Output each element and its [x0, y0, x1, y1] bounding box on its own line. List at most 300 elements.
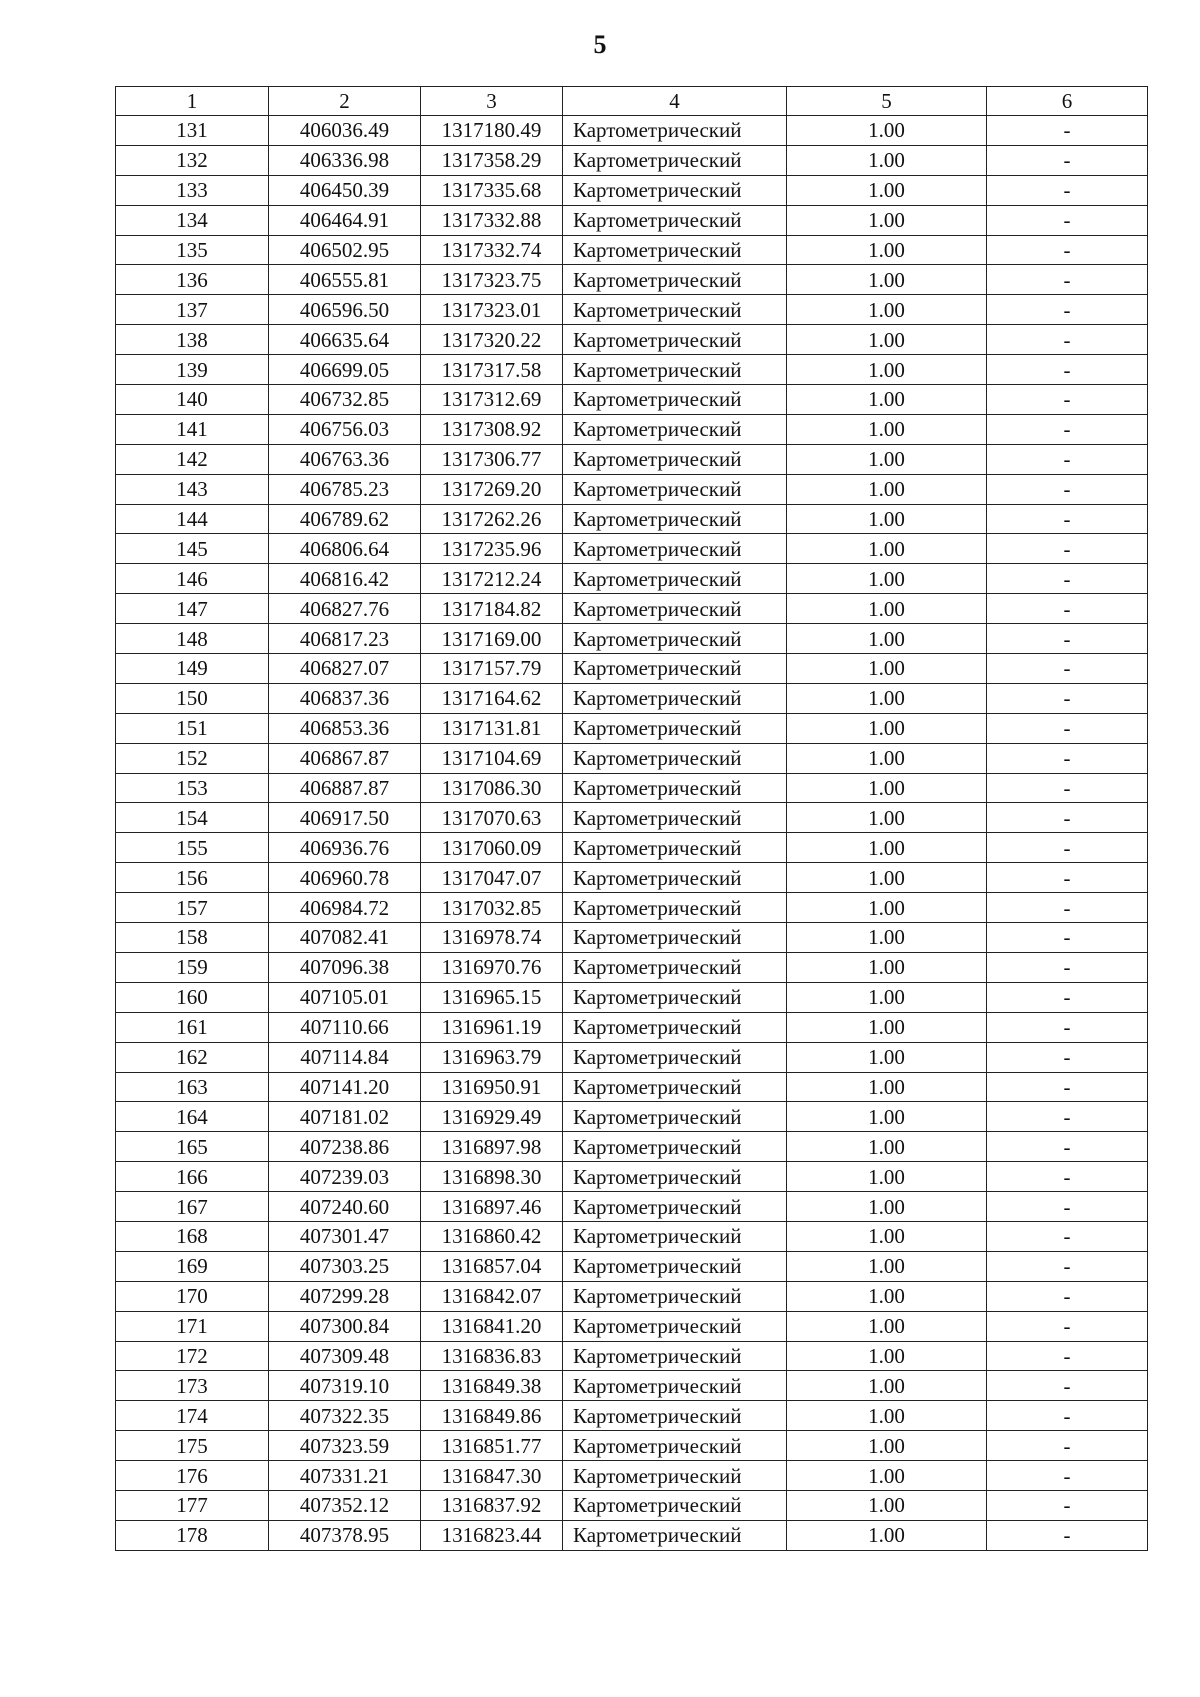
- point-number-cell: 150: [116, 683, 269, 713]
- table-row: [116, 594, 1148, 624]
- y-coordinate-cell: 1317312.69: [421, 385, 563, 415]
- point-number-cell: 157: [116, 893, 269, 923]
- point-number-cell: 163: [116, 1072, 269, 1102]
- point-number-cell: 159: [116, 952, 269, 982]
- note-cell: -: [987, 1072, 1148, 1102]
- method-cell: Картометрический: [563, 534, 787, 564]
- table-row: [116, 624, 1148, 654]
- point-number-cell: 132: [116, 145, 269, 175]
- method-cell: Картометрический: [563, 624, 787, 654]
- table-row: [116, 205, 1148, 235]
- point-number-cell: 172: [116, 1341, 269, 1371]
- table-row: [116, 683, 1148, 713]
- x-coordinate-cell: 407181.02: [269, 1102, 421, 1132]
- method-cell: Картометрический: [563, 504, 787, 534]
- note-cell: -: [987, 355, 1148, 385]
- accuracy-cell: 1.00: [787, 1371, 987, 1401]
- point-number-cell: 155: [116, 833, 269, 863]
- y-coordinate-cell: 1316841.20: [421, 1311, 563, 1341]
- point-number-cell: 175: [116, 1431, 269, 1461]
- y-coordinate-cell: 1317104.69: [421, 743, 563, 773]
- method-cell: Картометрический: [563, 564, 787, 594]
- point-number-cell: 161: [116, 1012, 269, 1042]
- method-cell: Картометрический: [563, 205, 787, 235]
- y-coordinate-cell: 1317308.92: [421, 414, 563, 444]
- method-cell: Картометрический: [563, 1221, 787, 1251]
- note-cell: -: [987, 743, 1148, 773]
- table-row: [116, 1281, 1148, 1311]
- y-coordinate-cell: 1317047.07: [421, 863, 563, 893]
- y-coordinate-cell: 1316929.49: [421, 1102, 563, 1132]
- note-cell: -: [987, 863, 1148, 893]
- accuracy-cell: 1.00: [787, 145, 987, 175]
- x-coordinate-cell: 406960.78: [269, 863, 421, 893]
- x-coordinate-cell: 406785.23: [269, 474, 421, 504]
- table-row: [116, 175, 1148, 205]
- method-cell: Картометрический: [563, 683, 787, 713]
- coordinates-table: [115, 86, 1148, 1551]
- table-row: [116, 1341, 1148, 1371]
- accuracy-cell: 1.00: [787, 683, 987, 713]
- x-coordinate-cell: 407378.95: [269, 1520, 421, 1550]
- y-coordinate-cell: 1316857.04: [421, 1251, 563, 1281]
- accuracy-cell: 1.00: [787, 773, 987, 803]
- accuracy-cell: 1.00: [787, 863, 987, 893]
- table-row: [116, 564, 1148, 594]
- table-row: [116, 1251, 1148, 1281]
- table-row: [116, 1311, 1148, 1341]
- y-coordinate-cell: 1317184.82: [421, 594, 563, 624]
- method-cell: Картометрический: [563, 1520, 787, 1550]
- note-cell: -: [987, 1490, 1148, 1520]
- note-cell: -: [987, 1042, 1148, 1072]
- note-cell: -: [987, 803, 1148, 833]
- note-cell: -: [987, 982, 1148, 1012]
- table-row: [116, 1431, 1148, 1461]
- table-row: [116, 1520, 1148, 1550]
- x-coordinate-cell: 406789.62: [269, 504, 421, 534]
- note-cell: -: [987, 1461, 1148, 1491]
- y-coordinate-cell: 1316823.44: [421, 1520, 563, 1550]
- accuracy-cell: 1.00: [787, 474, 987, 504]
- note-cell: -: [987, 116, 1148, 146]
- method-cell: Картометрический: [563, 325, 787, 355]
- y-coordinate-cell: 1316898.30: [421, 1162, 563, 1192]
- accuracy-cell: 1.00: [787, 265, 987, 295]
- accuracy-cell: 1.00: [787, 1520, 987, 1550]
- point-number-cell: 140: [116, 385, 269, 415]
- y-coordinate-cell: 1317323.01: [421, 295, 563, 325]
- x-coordinate-cell: 407331.21: [269, 1461, 421, 1491]
- point-number-cell: 138: [116, 325, 269, 355]
- point-number-cell: 149: [116, 654, 269, 684]
- x-coordinate-cell: 406936.76: [269, 833, 421, 863]
- accuracy-cell: 1.00: [787, 893, 987, 923]
- column-header-2: 2: [269, 87, 421, 116]
- method-cell: Картометрический: [563, 982, 787, 1012]
- y-coordinate-cell: 1317212.24: [421, 564, 563, 594]
- method-cell: Картометрический: [563, 414, 787, 444]
- point-number-cell: 164: [116, 1102, 269, 1132]
- table-row: [116, 474, 1148, 504]
- table-row: [116, 1012, 1148, 1042]
- accuracy-cell: 1.00: [787, 1162, 987, 1192]
- accuracy-cell: 1.00: [787, 355, 987, 385]
- accuracy-cell: 1.00: [787, 713, 987, 743]
- method-cell: Картометрический: [563, 773, 787, 803]
- x-coordinate-cell: 407303.25: [269, 1251, 421, 1281]
- note-cell: -: [987, 1341, 1148, 1371]
- note-cell: -: [987, 654, 1148, 684]
- y-coordinate-cell: 1316842.07: [421, 1281, 563, 1311]
- method-cell: Картометрический: [563, 1072, 787, 1102]
- note-cell: -: [987, 205, 1148, 235]
- table-row: [116, 1401, 1148, 1431]
- y-coordinate-cell: 1317086.30: [421, 773, 563, 803]
- y-coordinate-cell: 1317180.49: [421, 116, 563, 146]
- accuracy-cell: 1.00: [787, 1251, 987, 1281]
- accuracy-cell: 1.00: [787, 564, 987, 594]
- x-coordinate-cell: 406036.49: [269, 116, 421, 146]
- column-header-3: 3: [421, 87, 563, 116]
- column-header-6: 6: [987, 87, 1148, 116]
- accuracy-cell: 1.00: [787, 743, 987, 773]
- x-coordinate-cell: 406756.03: [269, 414, 421, 444]
- y-coordinate-cell: 1317269.20: [421, 474, 563, 504]
- x-coordinate-cell: 407240.60: [269, 1192, 421, 1222]
- method-cell: Картометрический: [563, 1132, 787, 1162]
- point-number-cell: 162: [116, 1042, 269, 1072]
- x-coordinate-cell: 407141.20: [269, 1072, 421, 1102]
- note-cell: -: [987, 923, 1148, 953]
- point-number-cell: 141: [116, 414, 269, 444]
- column-header-5: 5: [787, 87, 987, 116]
- point-number-cell: 137: [116, 295, 269, 325]
- point-number-cell: 147: [116, 594, 269, 624]
- method-cell: Картометрический: [563, 863, 787, 893]
- note-cell: -: [987, 235, 1148, 265]
- point-number-cell: 134: [116, 205, 269, 235]
- method-cell: Картометрический: [563, 1341, 787, 1371]
- x-coordinate-cell: 406887.87: [269, 773, 421, 803]
- method-cell: Картометрический: [563, 923, 787, 953]
- method-cell: Картометрический: [563, 1102, 787, 1132]
- table-header-row: [116, 87, 1148, 116]
- method-cell: Картометрический: [563, 1012, 787, 1042]
- x-coordinate-cell: 406699.05: [269, 355, 421, 385]
- y-coordinate-cell: 1316978.74: [421, 923, 563, 953]
- x-coordinate-cell: 407082.41: [269, 923, 421, 953]
- table-row: [116, 893, 1148, 923]
- x-coordinate-cell: 407352.12: [269, 1490, 421, 1520]
- table-row: [116, 145, 1148, 175]
- table-row: [116, 355, 1148, 385]
- note-cell: -: [987, 295, 1148, 325]
- method-cell: Картометрический: [563, 1461, 787, 1491]
- method-cell: Картометрический: [563, 175, 787, 205]
- point-number-cell: 154: [116, 803, 269, 833]
- column-header-1: 1: [116, 87, 269, 116]
- table-row: [116, 713, 1148, 743]
- x-coordinate-cell: 407299.28: [269, 1281, 421, 1311]
- method-cell: Картометрический: [563, 295, 787, 325]
- method-cell: Картометрический: [563, 1042, 787, 1072]
- y-coordinate-cell: 1317332.74: [421, 235, 563, 265]
- note-cell: -: [987, 325, 1148, 355]
- note-cell: -: [987, 1012, 1148, 1042]
- point-number-cell: 167: [116, 1192, 269, 1222]
- method-cell: Картометрический: [563, 235, 787, 265]
- table-row: [116, 1192, 1148, 1222]
- accuracy-cell: 1.00: [787, 803, 987, 833]
- table-row: [116, 235, 1148, 265]
- accuracy-cell: 1.00: [787, 1102, 987, 1132]
- method-cell: Картометрический: [563, 654, 787, 684]
- y-coordinate-cell: 1316860.42: [421, 1221, 563, 1251]
- method-cell: Картометрический: [563, 1251, 787, 1281]
- table-row: [116, 863, 1148, 893]
- point-number-cell: 158: [116, 923, 269, 953]
- accuracy-cell: 1.00: [787, 1072, 987, 1102]
- note-cell: -: [987, 385, 1148, 415]
- y-coordinate-cell: 1317235.96: [421, 534, 563, 564]
- method-cell: Картометрический: [563, 952, 787, 982]
- accuracy-cell: 1.00: [787, 295, 987, 325]
- accuracy-cell: 1.00: [787, 325, 987, 355]
- point-number-cell: 133: [116, 175, 269, 205]
- point-number-cell: 148: [116, 624, 269, 654]
- x-coordinate-cell: 407105.01: [269, 982, 421, 1012]
- point-number-cell: 151: [116, 713, 269, 743]
- point-number-cell: 173: [116, 1371, 269, 1401]
- y-coordinate-cell: 1317157.79: [421, 654, 563, 684]
- accuracy-cell: 1.00: [787, 504, 987, 534]
- method-cell: Картометрический: [563, 893, 787, 923]
- note-cell: -: [987, 893, 1148, 923]
- point-number-cell: 136: [116, 265, 269, 295]
- table-row: [116, 504, 1148, 534]
- y-coordinate-cell: 1316965.15: [421, 982, 563, 1012]
- y-coordinate-cell: 1316897.98: [421, 1132, 563, 1162]
- method-cell: Картометрический: [563, 1162, 787, 1192]
- x-coordinate-cell: 407300.84: [269, 1311, 421, 1341]
- y-coordinate-cell: 1317131.81: [421, 713, 563, 743]
- table-row: [116, 773, 1148, 803]
- note-cell: -: [987, 265, 1148, 295]
- method-cell: Картометрический: [563, 444, 787, 474]
- y-coordinate-cell: 1317358.29: [421, 145, 563, 175]
- y-coordinate-cell: 1316849.86: [421, 1401, 563, 1431]
- note-cell: -: [987, 414, 1148, 444]
- method-cell: Картометрический: [563, 1371, 787, 1401]
- method-cell: Картометрический: [563, 833, 787, 863]
- note-cell: -: [987, 1401, 1148, 1431]
- y-coordinate-cell: 1317164.62: [421, 683, 563, 713]
- y-coordinate-cell: 1317323.75: [421, 265, 563, 295]
- accuracy-cell: 1.00: [787, 833, 987, 863]
- method-cell: Картометрический: [563, 474, 787, 504]
- accuracy-cell: 1.00: [787, 1012, 987, 1042]
- accuracy-cell: 1.00: [787, 534, 987, 564]
- table-row: [116, 1102, 1148, 1132]
- table-row: [116, 1072, 1148, 1102]
- accuracy-cell: 1.00: [787, 175, 987, 205]
- table-body: [116, 87, 1148, 1551]
- x-coordinate-cell: 406502.95: [269, 235, 421, 265]
- y-coordinate-cell: 1316847.30: [421, 1461, 563, 1491]
- note-cell: -: [987, 594, 1148, 624]
- note-cell: -: [987, 1251, 1148, 1281]
- x-coordinate-cell: 406827.76: [269, 594, 421, 624]
- point-number-cell: 169: [116, 1251, 269, 1281]
- column-header-4: 4: [563, 87, 787, 116]
- x-coordinate-cell: 406464.91: [269, 205, 421, 235]
- y-coordinate-cell: 1317060.09: [421, 833, 563, 863]
- accuracy-cell: 1.00: [787, 1311, 987, 1341]
- method-cell: Картометрический: [563, 713, 787, 743]
- table-row: [116, 1461, 1148, 1491]
- note-cell: -: [987, 1281, 1148, 1311]
- x-coordinate-cell: 407096.38: [269, 952, 421, 982]
- x-coordinate-cell: 406984.72: [269, 893, 421, 923]
- x-coordinate-cell: 406817.23: [269, 624, 421, 654]
- note-cell: -: [987, 1311, 1148, 1341]
- accuracy-cell: 1.00: [787, 923, 987, 953]
- accuracy-cell: 1.00: [787, 952, 987, 982]
- method-cell: Картометрический: [563, 1281, 787, 1311]
- point-number-cell: 135: [116, 235, 269, 265]
- method-cell: Картометрический: [563, 355, 787, 385]
- y-coordinate-cell: 1317032.85: [421, 893, 563, 923]
- table-row: [116, 982, 1148, 1012]
- x-coordinate-cell: 407114.84: [269, 1042, 421, 1072]
- method-cell: Картометрический: [563, 145, 787, 175]
- y-coordinate-cell: 1316849.38: [421, 1371, 563, 1401]
- method-cell: Картометрический: [563, 116, 787, 146]
- method-cell: Картометрический: [563, 803, 787, 833]
- method-cell: Картометрический: [563, 1192, 787, 1222]
- accuracy-cell: 1.00: [787, 1461, 987, 1491]
- y-coordinate-cell: 1317335.68: [421, 175, 563, 205]
- point-number-cell: 177: [116, 1490, 269, 1520]
- point-number-cell: 171: [116, 1311, 269, 1341]
- table-row: [116, 952, 1148, 982]
- point-number-cell: 153: [116, 773, 269, 803]
- table-row: [116, 1132, 1148, 1162]
- method-cell: Картометрический: [563, 1431, 787, 1461]
- y-coordinate-cell: 1317332.88: [421, 205, 563, 235]
- x-coordinate-cell: 406867.87: [269, 743, 421, 773]
- accuracy-cell: 1.00: [787, 1042, 987, 1072]
- y-coordinate-cell: 1316963.79: [421, 1042, 563, 1072]
- accuracy-cell: 1.00: [787, 1341, 987, 1371]
- y-coordinate-cell: 1316837.92: [421, 1490, 563, 1520]
- note-cell: -: [987, 444, 1148, 474]
- x-coordinate-cell: 406837.36: [269, 683, 421, 713]
- accuracy-cell: 1.00: [787, 624, 987, 654]
- x-coordinate-cell: 406806.64: [269, 534, 421, 564]
- method-cell: Картометрический: [563, 1490, 787, 1520]
- accuracy-cell: 1.00: [787, 1221, 987, 1251]
- table-row: [116, 654, 1148, 684]
- y-coordinate-cell: 1317262.26: [421, 504, 563, 534]
- x-coordinate-cell: 406827.07: [269, 654, 421, 684]
- note-cell: -: [987, 534, 1148, 564]
- table-row: [116, 1490, 1148, 1520]
- x-coordinate-cell: 407301.47: [269, 1221, 421, 1251]
- y-coordinate-cell: 1317306.77: [421, 444, 563, 474]
- method-cell: Картометрический: [563, 265, 787, 295]
- y-coordinate-cell: 1316961.19: [421, 1012, 563, 1042]
- x-coordinate-cell: 407239.03: [269, 1162, 421, 1192]
- x-coordinate-cell: 406596.50: [269, 295, 421, 325]
- accuracy-cell: 1.00: [787, 235, 987, 265]
- accuracy-cell: 1.00: [787, 414, 987, 444]
- point-number-cell: 145: [116, 534, 269, 564]
- table-row: [116, 833, 1148, 863]
- method-cell: Картометрический: [563, 594, 787, 624]
- accuracy-cell: 1.00: [787, 444, 987, 474]
- table-row: [116, 1221, 1148, 1251]
- x-coordinate-cell: 407319.10: [269, 1371, 421, 1401]
- note-cell: -: [987, 683, 1148, 713]
- accuracy-cell: 1.00: [787, 1192, 987, 1222]
- table-row: [116, 444, 1148, 474]
- point-number-cell: 131: [116, 116, 269, 146]
- x-coordinate-cell: 407322.35: [269, 1401, 421, 1431]
- accuracy-cell: 1.00: [787, 654, 987, 684]
- accuracy-cell: 1.00: [787, 1431, 987, 1461]
- y-coordinate-cell: 1316836.83: [421, 1341, 563, 1371]
- table-row: [116, 385, 1148, 415]
- table-row: [116, 295, 1148, 325]
- x-coordinate-cell: 406763.36: [269, 444, 421, 474]
- note-cell: -: [987, 145, 1148, 175]
- x-coordinate-cell: 407238.86: [269, 1132, 421, 1162]
- point-number-cell: 170: [116, 1281, 269, 1311]
- note-cell: -: [987, 1192, 1148, 1222]
- y-coordinate-cell: 1317070.63: [421, 803, 563, 833]
- y-coordinate-cell: 1316897.46: [421, 1192, 563, 1222]
- point-number-cell: 156: [116, 863, 269, 893]
- table-row: [116, 116, 1148, 146]
- method-cell: Картометрический: [563, 1401, 787, 1431]
- x-coordinate-cell: 407110.66: [269, 1012, 421, 1042]
- note-cell: -: [987, 564, 1148, 594]
- accuracy-cell: 1.00: [787, 1401, 987, 1431]
- x-coordinate-cell: 407309.48: [269, 1341, 421, 1371]
- accuracy-cell: 1.00: [787, 205, 987, 235]
- x-coordinate-cell: 406816.42: [269, 564, 421, 594]
- point-number-cell: 168: [116, 1221, 269, 1251]
- y-coordinate-cell: 1317169.00: [421, 624, 563, 654]
- point-number-cell: 143: [116, 474, 269, 504]
- point-number-cell: 176: [116, 1461, 269, 1491]
- note-cell: -: [987, 952, 1148, 982]
- point-number-cell: 178: [116, 1520, 269, 1550]
- y-coordinate-cell: 1316851.77: [421, 1431, 563, 1461]
- note-cell: -: [987, 1132, 1148, 1162]
- point-number-cell: 166: [116, 1162, 269, 1192]
- accuracy-cell: 1.00: [787, 1490, 987, 1520]
- point-number-cell: 160: [116, 982, 269, 1012]
- x-coordinate-cell: 406450.39: [269, 175, 421, 205]
- table-row: [116, 923, 1148, 953]
- page-number: 5: [593, 30, 607, 59]
- accuracy-cell: 1.00: [787, 594, 987, 624]
- note-cell: -: [987, 1102, 1148, 1132]
- note-cell: -: [987, 175, 1148, 205]
